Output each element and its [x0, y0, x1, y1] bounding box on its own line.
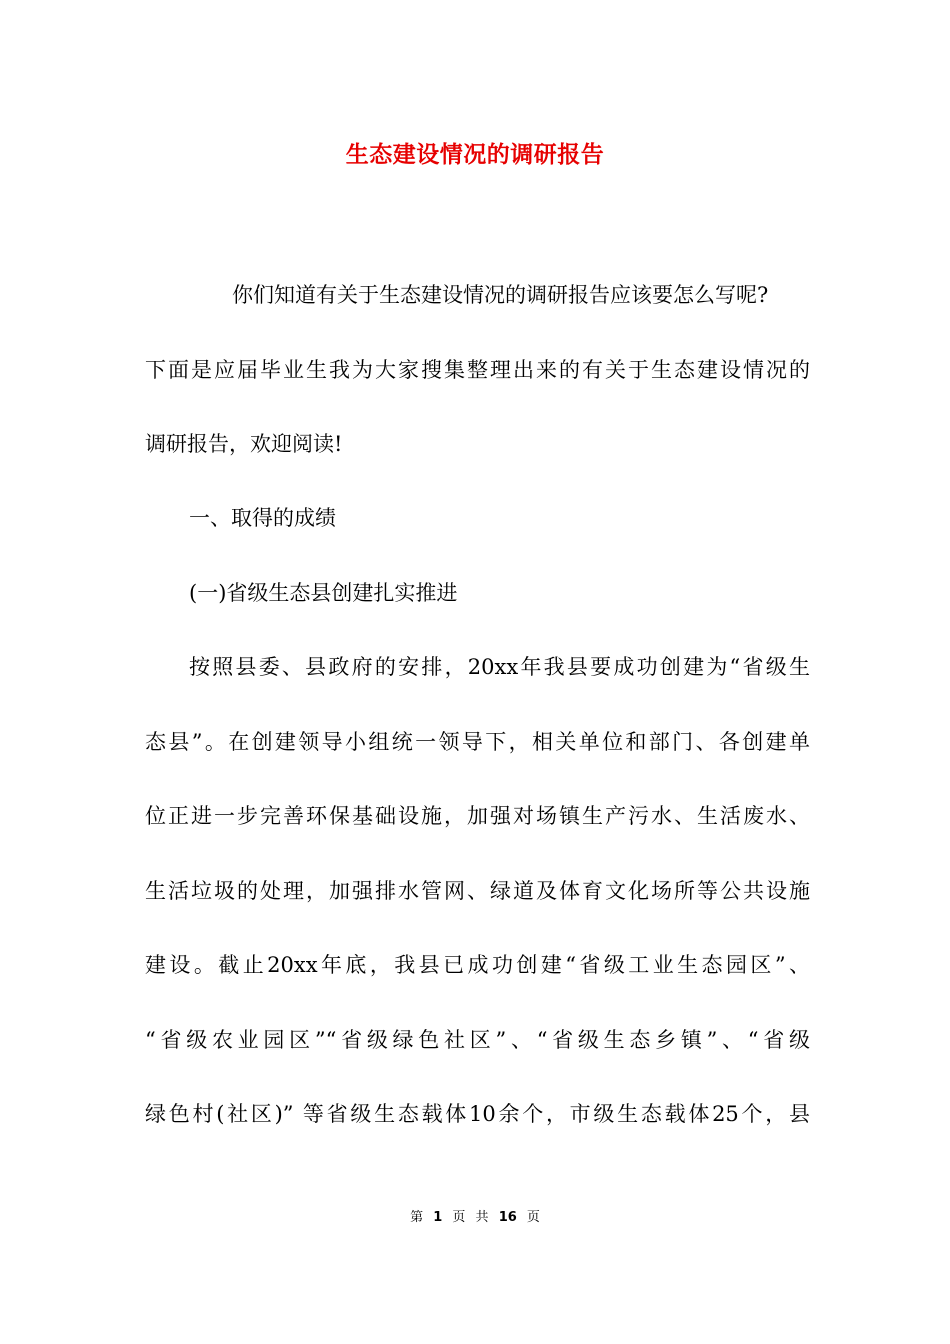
paragraph-line-intro-3: 调研报告，欢迎阅读! [145, 432, 343, 456]
paragraph-line-body-2: 态县”。在创建领导小组统一领导下，相关单位和部门、各创建单 [145, 730, 810, 754]
footer-suffix: 页 [526, 1210, 540, 1225]
section-heading: 一、取得的成绩 [189, 506, 336, 530]
paragraph-line-body-1: 按照县委、县政府的安排，20xx年我县要成功创建为“省级生 [189, 655, 810, 679]
paragraph-line-body-7: 绿色村(社区)” 等省级生态载体10余个，市级生态载体25个，县 [145, 1102, 810, 1126]
page-number: 1 [433, 1210, 443, 1225]
paragraph-line-body-3: 位正进一步完善环保基础设施，加强对场镇生产污水、生活废水、 [145, 804, 810, 828]
document-title: 生态建设情况的调研报告 [345, 142, 605, 168]
footer-prefix: 第 [410, 1210, 424, 1225]
page-total: 16 [498, 1210, 517, 1225]
paragraph-line-body-4: 生活垃圾的处理，加强排水管网、绿道及体育文化场所等公共设施 [145, 879, 810, 903]
subsection-heading: (一)省级生态县创建扎实推进 [189, 581, 458, 605]
paragraph-line-intro-2: 下面是应届毕业生我为大家搜集整理出来的有关于生态建设情况的 [145, 358, 810, 382]
paragraph-line-body-5: 建设。截止20xx年底，我县已成功创建“省级工业生态园区”、 [145, 953, 810, 977]
footer-middle: 页 共 [452, 1210, 489, 1225]
paragraph-line-intro-1: 你们知道有关于生态建设情况的调研报告应该要怎么写呢? [232, 283, 769, 307]
paragraph-line-body-6: “省级农业园区”“省级绿色社区”、“省级生态乡镇”、“省级 [145, 1028, 810, 1052]
page-footer [0, 1206, 950, 1225]
